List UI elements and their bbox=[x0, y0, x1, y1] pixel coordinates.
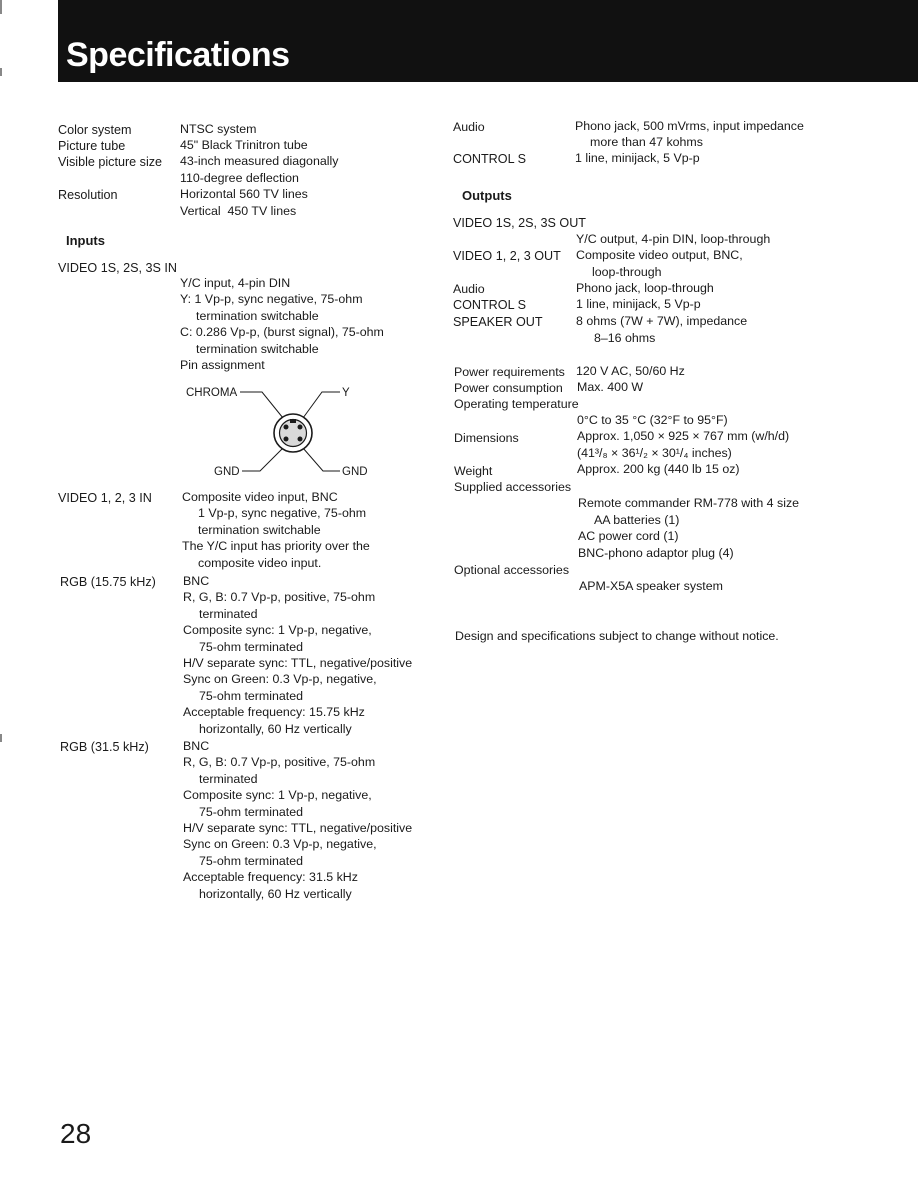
spec-value: horizontally, 60 Hz vertically bbox=[199, 886, 352, 901]
din-key bbox=[290, 419, 296, 423]
spec-label: VIDEO 1S, 2S, 3S OUT bbox=[453, 216, 586, 230]
spec-label: Resolution bbox=[58, 188, 118, 202]
outputs-heading: Outputs bbox=[462, 188, 512, 203]
din-pin bbox=[284, 437, 289, 442]
spec-value: Composite sync: 1 Vp-p, negative, bbox=[183, 788, 372, 803]
spec-label: Power requirements bbox=[454, 365, 565, 379]
spec-value: Phono jack, 500 mVrms, input impedance bbox=[575, 119, 804, 133]
spec-value: APM-X5A speaker system bbox=[579, 579, 723, 593]
spec-label: Audio bbox=[453, 282, 485, 296]
page-title: Specifications bbox=[66, 36, 290, 74]
y-leader bbox=[303, 392, 340, 418]
page-number: 28 bbox=[60, 1118, 92, 1149]
spec-value: Max. 400 W bbox=[577, 380, 644, 394]
spec-value: Composite video output, BNC, bbox=[576, 248, 743, 262]
spec-label: Supplied accessories bbox=[454, 480, 572, 494]
spec-value: AC power cord (1) bbox=[578, 529, 679, 543]
spec-value: horizontally, 60 Hz vertically bbox=[199, 721, 352, 736]
spec-label: Weight bbox=[454, 464, 493, 478]
spec-value: Sync on Green: 0.3 Vp-p, negative, bbox=[183, 672, 377, 687]
spec-value: Composite video input, BNC bbox=[182, 490, 338, 504]
spec-label: Picture tube bbox=[58, 139, 126, 153]
spec-value: R, G, B: 0.7 Vp-p, positive, 75-ohm bbox=[183, 755, 376, 770]
spec-value: 1 Vp-p, sync negative, 75-ohm bbox=[198, 506, 367, 521]
video-block bbox=[182, 489, 370, 571]
spec-label: SPEAKER OUT bbox=[453, 315, 543, 329]
spec-value: Horizontal 560 TV lines bbox=[180, 187, 308, 201]
spec-label: Dimensions bbox=[454, 431, 519, 445]
spec-value: termination switchable bbox=[196, 341, 319, 356]
spec-value: Approx. 200 kg (440 lb 15 oz) bbox=[577, 462, 740, 476]
spec-label: VIDEO 1S, 2S, 3S IN bbox=[58, 261, 177, 275]
spec-value: Vertical 450 TV lines bbox=[180, 204, 297, 218]
spec-value: NTSC system bbox=[180, 122, 257, 136]
spec-value: 43-inch measured diagonally bbox=[180, 154, 339, 168]
gnd-right-label: GND bbox=[342, 466, 368, 478]
spec-value: 75-ohm terminated bbox=[199, 853, 303, 868]
spec-value: BNC bbox=[183, 574, 210, 588]
rgb1-block bbox=[183, 573, 412, 737]
spec-label: Color system bbox=[58, 123, 132, 137]
spec-label: VIDEO 1, 2, 3 OUT bbox=[453, 249, 561, 263]
spec-value: Y/C output, 4-pin DIN, loop-through bbox=[576, 232, 771, 246]
spec-value: terminated bbox=[199, 771, 258, 786]
spec-value: 8 ohms (7W + 7W), impedance bbox=[576, 314, 748, 328]
chroma-leader bbox=[240, 392, 283, 418]
spec-value: 75-ohm terminated bbox=[199, 639, 303, 654]
spec-label: RGB (31.5 kHz) bbox=[60, 740, 149, 754]
spec-value: 75-ohm terminated bbox=[199, 688, 303, 703]
inputs-heading: Inputs bbox=[66, 233, 105, 248]
title-banner bbox=[58, 0, 918, 82]
spec-value: H/V separate sync: TTL, negative/positive bbox=[183, 821, 413, 836]
chroma-label: CHROMA bbox=[186, 387, 238, 399]
din-pin bbox=[284, 425, 289, 430]
spec-value: Y/C input, 4-pin DIN bbox=[180, 276, 291, 290]
spec-label: Visible picture size bbox=[58, 155, 163, 169]
spec-value: 45" Black Trinitron tube bbox=[180, 138, 308, 152]
spec-value: loop-through bbox=[592, 265, 662, 279]
video-s-block bbox=[180, 275, 384, 373]
din-pin bbox=[298, 437, 303, 442]
spec-value: termination switchable bbox=[198, 522, 321, 537]
spec-value: 120 V AC, 50/60 Hz bbox=[576, 364, 685, 378]
gnd-left-label: GND bbox=[214, 466, 240, 478]
spec-value: (41³/₈ × 36¹/₂ × 30¹/₄ inches) bbox=[577, 446, 732, 460]
spec-label: Optional accessories bbox=[454, 563, 570, 577]
spec-value: Approx. 1,050 × 925 × 767 mm (w/h/d) bbox=[577, 429, 790, 443]
spec-value: Phono jack, loop-through bbox=[576, 281, 714, 295]
spec-value: termination switchable bbox=[196, 308, 319, 323]
din-connector-inner bbox=[280, 420, 307, 447]
spec-value: 0°C to 35 °C (32°F to 95°F) bbox=[577, 413, 728, 427]
spec-value: Remote commander RM-778 with 4 size bbox=[578, 496, 800, 510]
spec-value: AA batteries (1) bbox=[594, 513, 680, 527]
spec-label: RGB (15.75 kHz) bbox=[60, 575, 156, 589]
spec-value: BNC-phono adaptor plug (4) bbox=[578, 546, 734, 560]
spec-value: R, G, B: 0.7 Vp-p, positive, 75-ohm bbox=[183, 590, 376, 605]
spec-value: 1 line, minijack, 5 Vp-p bbox=[576, 297, 701, 311]
spec-label: CONTROL S bbox=[453, 152, 527, 166]
spec-value: Sync on Green: 0.3 Vp-p, negative, bbox=[183, 837, 377, 852]
spec-value: C: 0.286 Vp-p, (burst signal), 75-ohm bbox=[180, 325, 384, 340]
spec-label: VIDEO 1, 2, 3 IN bbox=[58, 491, 152, 505]
edge-mark bbox=[0, 68, 2, 76]
edge-mark bbox=[0, 0, 2, 14]
spec-value: composite video input. bbox=[198, 555, 322, 570]
spec-value: BNC bbox=[183, 739, 210, 753]
din-pin bbox=[298, 425, 303, 430]
spec-value: terminated bbox=[199, 606, 258, 621]
spec-label: CONTROL S bbox=[453, 298, 527, 312]
spec-value: 8–16 ohms bbox=[594, 331, 656, 345]
spec-value: Pin assignment bbox=[180, 358, 265, 373]
spec-value: Acceptable frequency: 15.75 kHz bbox=[183, 705, 365, 720]
rgb2-block bbox=[183, 738, 412, 902]
spec-value: 110-degree deflection bbox=[180, 171, 299, 185]
spec-value: 1 line, minijack, 5 Vp-p bbox=[575, 151, 700, 165]
spec-label: Operating temperature bbox=[454, 397, 579, 411]
spec-value: more than 47 kohms bbox=[590, 135, 703, 149]
spec-label: Audio bbox=[453, 120, 485, 134]
pin-assignment-diagram bbox=[180, 378, 380, 482]
spec-value: Acceptable frequency: 31.5 kHz bbox=[183, 870, 358, 885]
gnd-right-leader bbox=[303, 448, 340, 471]
spec-value: Y: 1 Vp-p, sync negative, 75-ohm bbox=[180, 292, 363, 307]
spec-value: H/V separate sync: TTL, negative/positive bbox=[183, 656, 413, 671]
edge-mark bbox=[0, 734, 2, 742]
spec-label: Power consumption bbox=[454, 381, 563, 395]
gnd-left-leader bbox=[242, 448, 283, 471]
spec-value: 75-ohm terminated bbox=[199, 804, 303, 819]
spec-value: The Y/C input has priority over the bbox=[182, 539, 370, 554]
change-notice: Design and specifications subject to change without notice. bbox=[455, 629, 779, 643]
y-label: Y bbox=[342, 387, 350, 399]
spec-value: Composite sync: 1 Vp-p, negative, bbox=[183, 623, 372, 638]
